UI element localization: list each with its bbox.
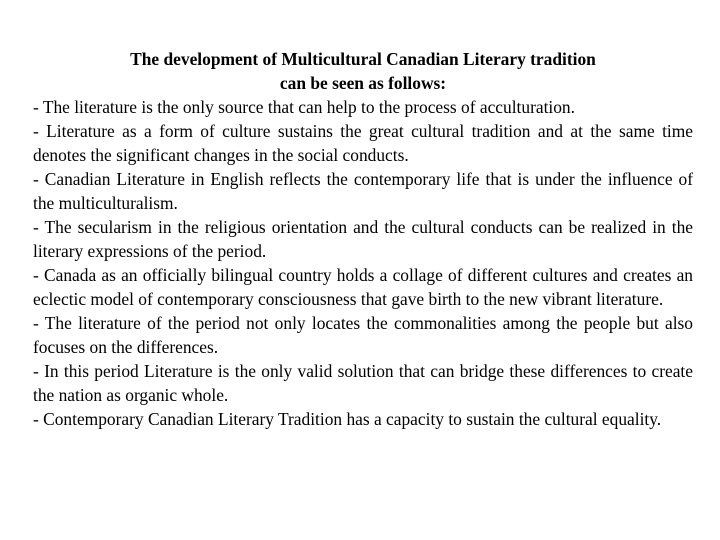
bullet-item: - In this period Literature is the only valid solution that can bridge these differences to create the nation as organic whole. xyxy=(33,361,693,405)
bullet-item: - Canada as an officially bilingual country holds a collage of different cultures and creates an eclectic model of contemporary consciousness that gave birth to the new vibrant literature. xyxy=(33,265,693,309)
slide-content xyxy=(33,47,693,431)
bullet-item: - Canadian Literature in English reflects the contemporary life that is under the influence of the multiculturalism. xyxy=(33,169,693,213)
bullet-item: - The literature is the only source that can help to the process of acculturation. xyxy=(33,97,575,117)
title-line-2: can be seen as follows: xyxy=(279,73,447,93)
title-line-1: The development of Multicultural Canadian Literary tradition xyxy=(130,49,596,69)
bullet-item: - The secularism in the religious orientation and the cultural conducts can be realized in the literary expressions of the period. xyxy=(33,217,693,261)
slide-title xyxy=(33,47,693,95)
bullet-item: - Contemporary Canadian Literary Tradition has a capacity to sustain the cultural equality. xyxy=(33,409,662,429)
bullet-item: - Literature as a form of culture sustains the great cultural tradition and at the same time denotes the significant changes in the social conducts. xyxy=(33,121,693,165)
bullet-item: - The literature of the period not only locates the commonalities among the people but also focuses on the differences. xyxy=(33,313,693,357)
